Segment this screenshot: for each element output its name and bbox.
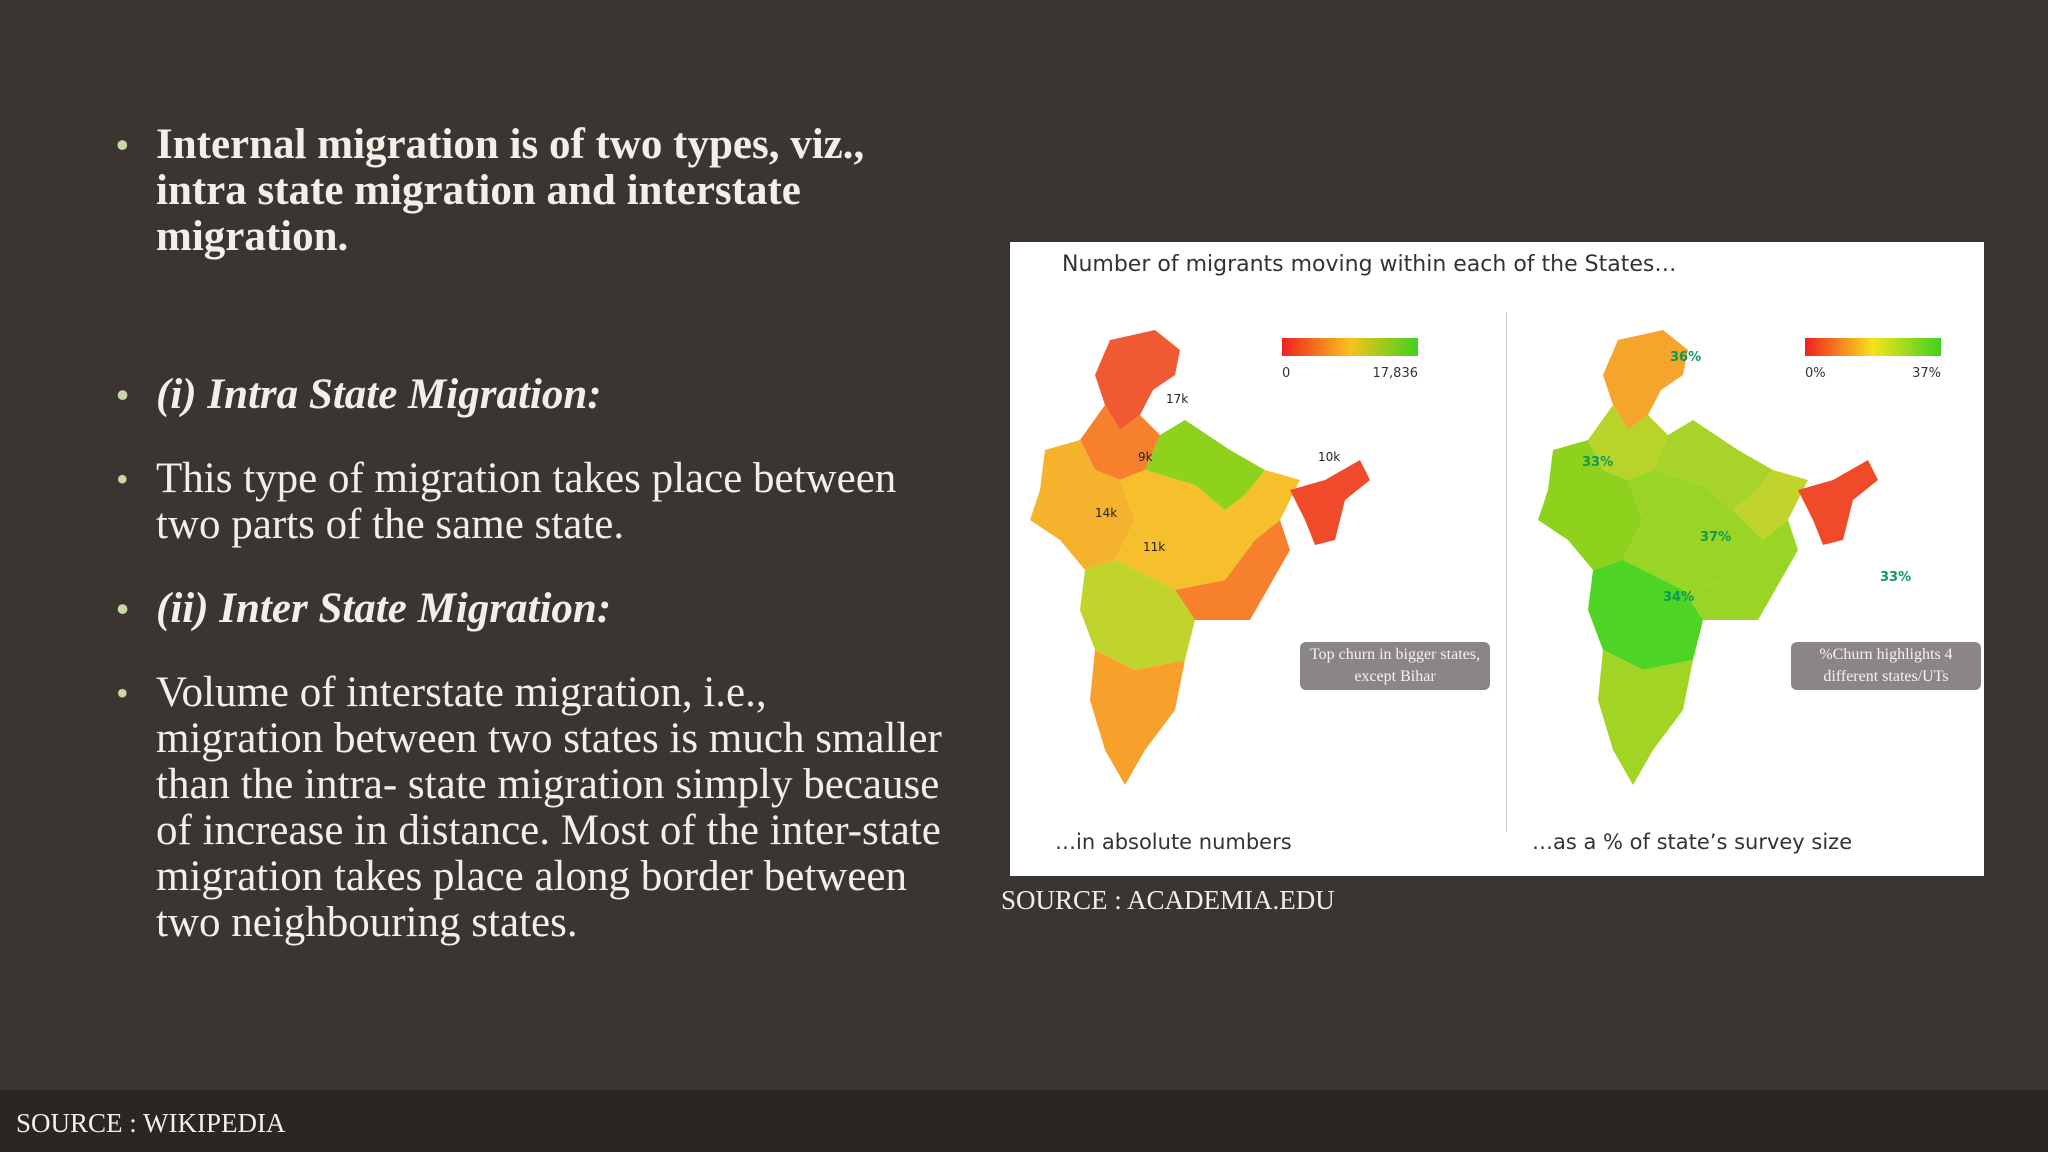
- map-label-36pct: 36%: [1670, 350, 1702, 365]
- bullet-intra-state-description: • This type of migration takes place between two parts of the same state.: [116, 455, 897, 548]
- migration-map-figure: [1010, 242, 1984, 876]
- bullet-inter-state-heading: • (ii) Inter State Migration:: [116, 585, 612, 632]
- panel-divider: [1506, 312, 1507, 832]
- note-churn-highlights: %Churn highlights 4 different states/UTs: [1791, 642, 1981, 690]
- footer-bar: [0, 1090, 2048, 1152]
- map-label-37pct: 37%: [1700, 530, 1732, 545]
- map-label-9k: 9k: [1138, 450, 1153, 464]
- bullet-dot-icon: •: [116, 125, 129, 165]
- map-label-10k: 10k: [1318, 450, 1341, 464]
- map-label-11k: 11k: [1143, 540, 1166, 554]
- bullet-dot-icon: •: [116, 459, 129, 499]
- map-label-33pct-west: 33%: [1582, 455, 1614, 470]
- map-region-northeast: [1798, 460, 1878, 545]
- map-label-14k: 14k: [1095, 506, 1118, 520]
- legend-min-label: 0: [1282, 366, 1291, 381]
- india-map-percent: [1533, 320, 1993, 830]
- footer-source: SOURCE : WIKIPEDIA: [16, 1108, 286, 1138]
- map-region-south: [1598, 650, 1693, 785]
- legend-max-label: 17,836: [1372, 366, 1418, 381]
- map-label-17k: 17k: [1166, 392, 1189, 406]
- bullet-intra-state-heading: • (i) Intra State Migration:: [116, 371, 602, 418]
- legend-min-label: 0%: [1805, 366, 1826, 381]
- figure-title: Number of migrants moving within each of the States…: [1062, 252, 1677, 277]
- legend-max-label: 37%: [1912, 366, 1941, 381]
- map-label-33pct-islands: 33%: [1880, 570, 1912, 585]
- india-map-absolute: [1025, 320, 1485, 830]
- bullet-list: [112, 122, 942, 946]
- map-region-south: [1090, 650, 1185, 785]
- caption-absolute: …in absolute numbers: [1055, 830, 1292, 854]
- figure-source: SOURCE : ACADEMIA.EDU: [1001, 885, 1335, 915]
- map-region-northeast: [1290, 460, 1370, 545]
- bullet-dot-icon: •: [116, 589, 129, 629]
- bullet-dot-icon: •: [116, 375, 129, 415]
- caption-percent: …as a % of state’s survey size: [1532, 830, 1853, 854]
- bullet-inter-state-description: • Volume of interstate migration, i.e., migration between two states is much smaller than the intra- state migration simply because of increase in distance. Most of the inter-state migration takes place along border between two neighbouring states.: [116, 669, 942, 946]
- note-top-churn: Top churn in bigger states, except Bihar: [1300, 642, 1490, 690]
- map-label-34pct: 34%: [1663, 590, 1695, 605]
- bullet-internal-migration: • Internal migration is of two types, viz., intra state migration and interstate migration.: [116, 121, 865, 260]
- bullet-dot-icon: •: [116, 673, 129, 713]
